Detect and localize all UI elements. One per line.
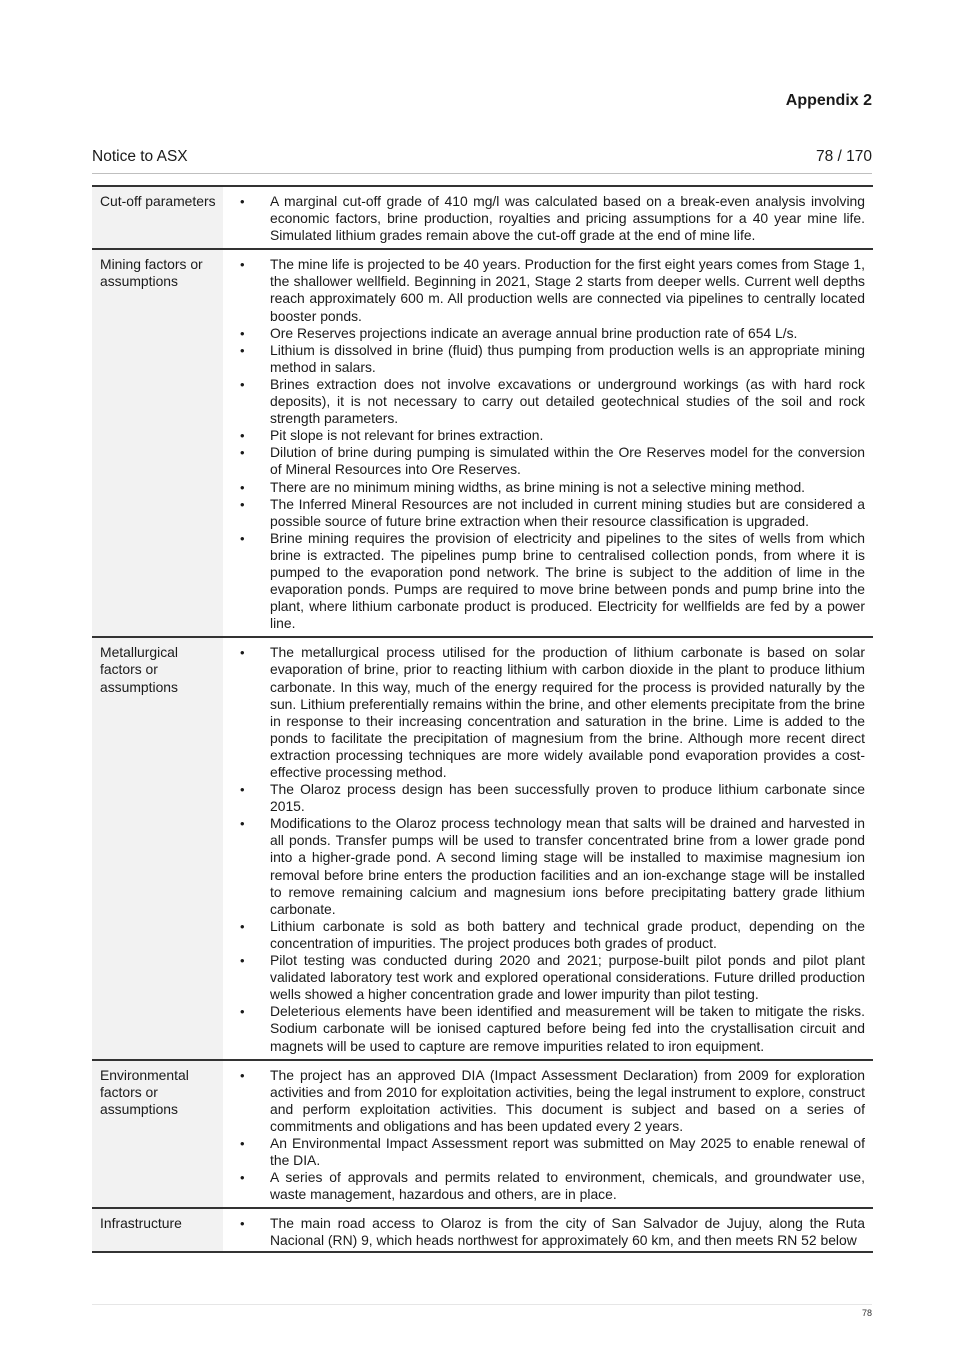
table-row [92, 1208, 873, 1251]
bullet-item: • The Inferred Mineral Resources are not included in current mining studies but are considered a possible source of future brine extraction when their resource classification is upgraded. [223, 496, 865, 530]
bullet-item: • The main road access to Olaroz is from the city of San Salvador de Jujuy, along the Ruta Nacional (RN) 9, which heads northwest for approximately 60 km, and then meets RN 52 below [223, 1215, 865, 1249]
row-label: Cut-off parameters [92, 186, 223, 249]
bullet-item: • An Environmental Impact Assessment report was submitted on May 2025 to enable renewal of the DIA. [223, 1135, 865, 1169]
bullet-item: • Lithium carbonate is sold as both battery and technical grade product, depending on the concentration of impurities. The project produces both grades of product. [223, 918, 865, 952]
row-label: Metallurgical factors or assumptions [92, 637, 223, 1059]
bullet-list [223, 644, 865, 1054]
bullet-item: • The project has an approved DIA (Impact Assessment Declaration) from 2009 for exploration activities and from 2010 for exploitation activities, being the legal instrument to explore, construct and perform exploitation activities. This document is subject and based on a series of commitments and obligations and has been updated every 2 years. [223, 1067, 865, 1135]
bullet-item: • Ore Reserves projections indicate an average annual brine production rate of 654 L/s. [223, 325, 865, 342]
row-content [223, 249, 873, 637]
bullet-item: • Brine mining requires the provision of electricity and pipelines to the sites of wells from which brine is extracted. The pipelines pump brine to centralised collection ponds, from where it is pumped to the evaporation pond network. The brine is subject to the addition of lime in the evaporation ponds. Pumps are required to move brine between ponds and pump brine into the plant, where lithium carbonate product is produced. Electricity for wellfields are fed by a power line. [223, 530, 865, 633]
bullet-item: • Pilot testing was conducted during 2020 and 2021; purpose-built pilot ponds and pilot plant validated laboratory test work and explored operational considerations. Future drilled production wells showed a higher concentration grade and lower impurity than pilot testing. [223, 952, 865, 1003]
bullet-list [223, 193, 865, 244]
appendix-title: Appendix 2 [785, 92, 872, 109]
table-row [92, 249, 873, 637]
bullet-item: • Pit slope is not relevant for brines extraction. [223, 427, 865, 444]
footer-page-number: 78 [861, 1308, 872, 1318]
document-title: Notice to ASX [92, 148, 188, 165]
bullet-item: • There are no minimum mining widths, as brine mining is not a selective mining method. [223, 479, 865, 496]
bullet-item: • The metallurgical process utilised for the production of lithium carbonate is based on solar evaporation of brine, prior to reacting lithium with carbon dioxide in the plant to produce lithium carbonate. In this way, much of the energy required for the process is provided naturally by the sun. Lithium preferentially remains within the brine, and other elements precipitate from the brine in response to their increasing concentration and saturation in the brine. Lime is added to the ponds to facilitate the precipitation of magnesium from the brine. Although more recent direct extraction processing techniques are more widely available pond evaporation provides a cost-effective processing method. [223, 644, 865, 781]
row-label: Infrastructure [92, 1208, 223, 1251]
bullet-item: • Lithium is dissolved in brine (fluid) thus pumping from production wells is an appropriate mining method in salars. [223, 342, 865, 376]
row-content [223, 1208, 873, 1251]
bullet-item: • A marginal cut-off grade of 410 mg/l was calculated based on a break-even analysis involving economic factors, brine production, royalties and pricing assumptions for a 40 year mine life. Simulated lithium grades remain above the cut-off grade at the end of mine life. [223, 193, 865, 244]
bullet-item: • Brines extraction does not involve excavations or underground workings (as with hard rock deposits), it is not necessary to carry out detailed geotechnical studies of the soil and rock strength parameters. [223, 376, 865, 427]
bullet-list [223, 256, 865, 632]
row-label: Mining factors or assumptions [92, 249, 223, 637]
row-content [223, 637, 873, 1059]
bullet-item: • The mine life is projected to be 40 years. Production for the first eight years comes from Stage 1, the shallower wellfield. Beginning in 2021, Stage 2 starts from deeper wells. Current well depths reach approximately 600 m. All production wells are connected via pipelines to centrally located booster ponds. [223, 256, 865, 324]
table-row [92, 1060, 873, 1209]
header-divider [92, 173, 872, 174]
page-counter: 78 / 170 [815, 148, 872, 165]
table-row [92, 637, 873, 1059]
footer-divider [92, 1304, 872, 1305]
bullet-list [223, 1215, 865, 1249]
bullet-item: • Modifications to the Olaroz process technology mean that salts will be drained and harvested in all ponds. Transfer pumps will be used to transfer concentrated brine from a lower grade pond into a higher-grade pond. A second liming stage will be installed to maximise magnesium ion removal before brine enters the production facilities and an ion-exchange stage will be installed to remove remaining calcium and magnesium ions before precipitating battery grade lithium carbonate. [223, 815, 865, 918]
jorc-table [92, 185, 873, 1253]
row-content [223, 186, 873, 249]
table-row [92, 186, 873, 249]
row-label: Environmental factors or assumptions [92, 1060, 223, 1209]
bullet-item: • The Olaroz process design has been successfully proven to produce lithium carbonate since 2015. [223, 781, 865, 815]
row-content [223, 1060, 873, 1209]
bullet-item: • A series of approvals and permits related to environment, chemicals, and groundwater use, waste management, hazardous and others, are in place. [223, 1169, 865, 1203]
bullet-item: • Deleterious elements have been identified and measurement will be taken to mitigate the risks. Sodium carbonate will be ionised captured before being fed into the crystallisation circuit and magnets will be used to capture are remove impurities related to iron equipment. [223, 1003, 865, 1054]
bullet-item: • Dilution of brine during pumping is simulated within the Ore Reserves model for the conversion of Mineral Resources into Ore Reserves. [223, 444, 865, 478]
bullet-list [223, 1067, 865, 1204]
